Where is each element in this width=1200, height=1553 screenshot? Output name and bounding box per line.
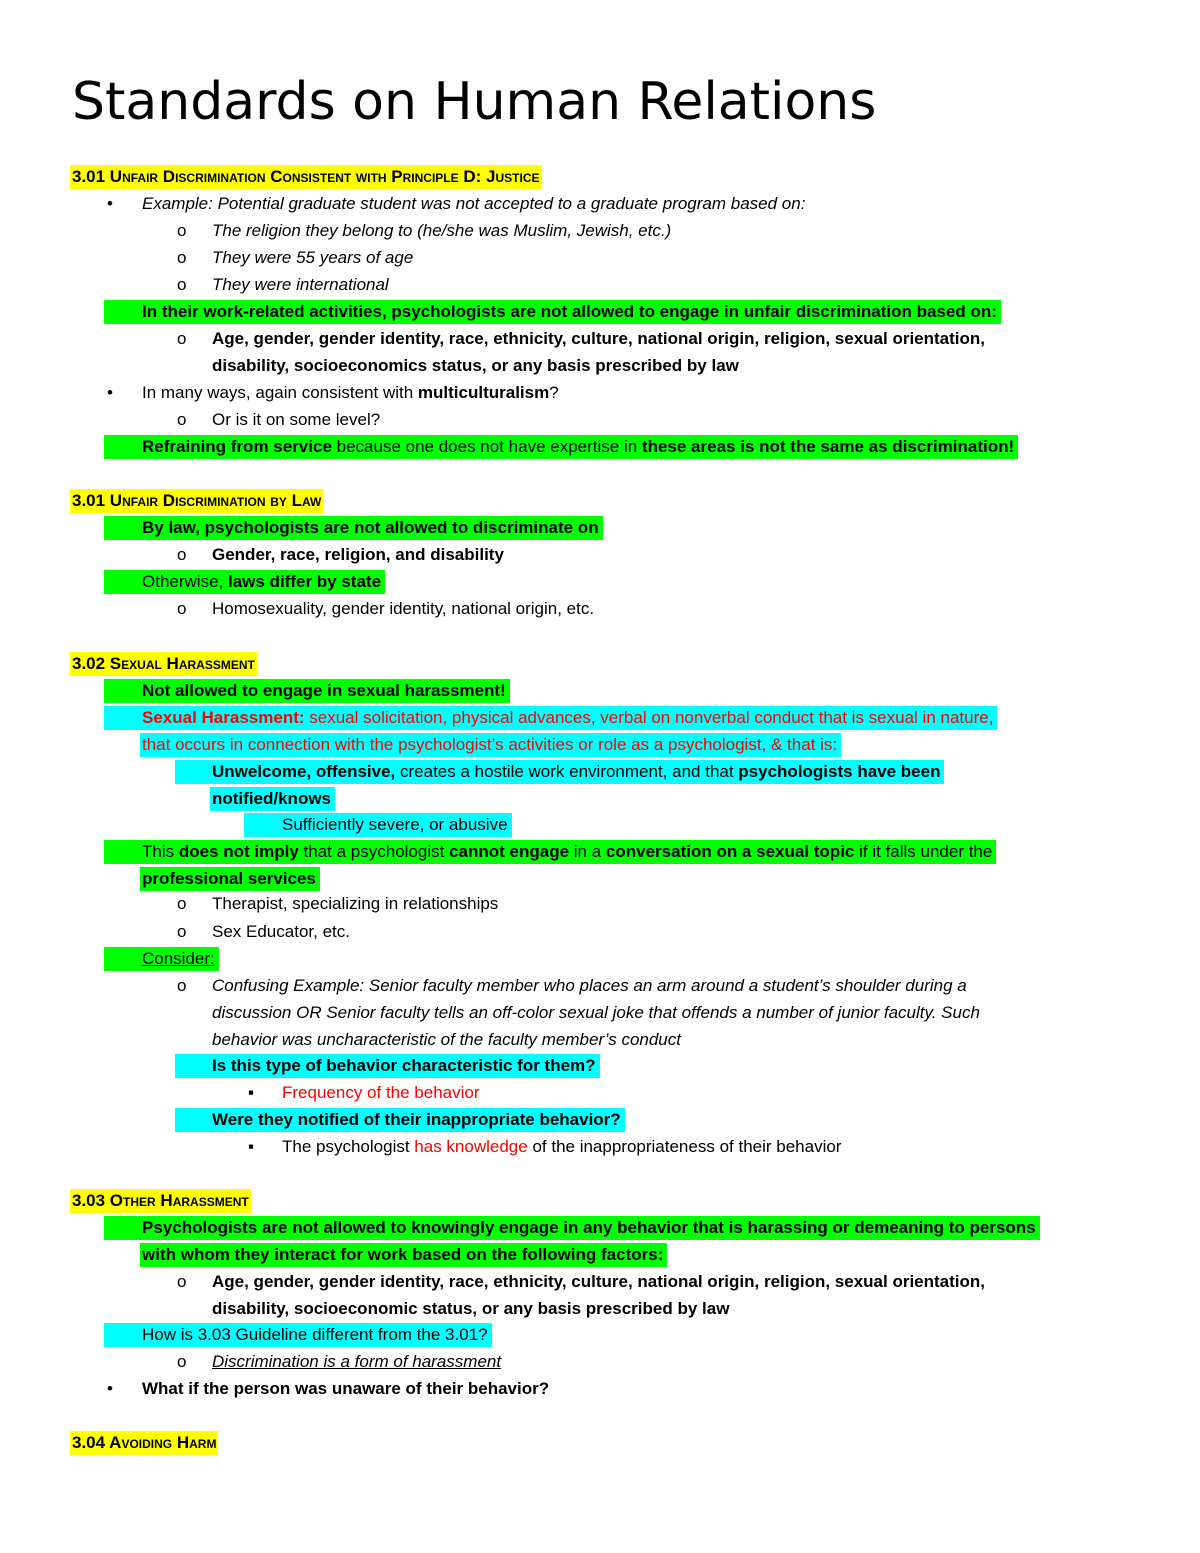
bullet-l2: o <box>177 410 187 429</box>
unwelcome-line: Unwelcome, offensive, creates a hostile work environment, and that psychologists have been <box>175 760 944 784</box>
factors-line: Age, gender, gender identity, race, ethnicity, culture, national origin, religion, sexual orientation, <box>212 329 986 348</box>
bullet-l2: o <box>177 1272 187 1291</box>
confusing-example: discussion OR Senior faculty tells an off-color sexual joke that offends a number of junior faculty. Such <box>212 1003 980 1022</box>
otherwise-line: Otherwise, laws differ by state <box>104 570 385 594</box>
section-heading-3-01-law: 3.01 Unfair Discrimination by Law <box>70 489 323 513</box>
characteristic-question: Is this type of behavior characteristic for them? <box>175 1054 600 1078</box>
unaware-question: What if the person was unaware of their behavior? <box>142 1379 550 1398</box>
confusing-example: Confusing Example: Senior faculty member who places an arm around a student’s shoulder during a <box>212 976 967 995</box>
level-line: Or is it on some level? <box>212 410 381 429</box>
bullet-l2: o <box>177 329 187 348</box>
bullet-l2: o <box>177 599 187 618</box>
bullet-l1: • <box>107 194 113 213</box>
section-heading-3-04: 3.04 Avoiding Harm <box>70 1431 218 1455</box>
severe-line: Sufficiently severe, or abusive <box>244 813 512 837</box>
bullet-l1: • <box>107 383 113 402</box>
bullet-l1: • <box>107 1379 113 1398</box>
section-heading-3-03: 3.03 Other Harassment <box>70 1189 251 1213</box>
bullet-l2: o <box>177 248 187 267</box>
section-heading-3-02: 3.02 Sexual Harassment <box>70 652 257 676</box>
bullet-l2: o <box>177 976 187 995</box>
bullet-l3: ▪ <box>248 1083 255 1102</box>
definition-line: Sexual Harassment: sexual solicitation, physical advances, verbal on nonverbal conduct that is sexual in nature, <box>104 706 997 730</box>
bullet-l2: o <box>177 221 187 240</box>
factors-line: Age, gender, gender identity, race, ethnicity, culture, national origin, religion, sexual orientation, <box>212 1272 986 1291</box>
bullet-l2: o <box>177 922 187 941</box>
example-item: They were international <box>212 275 389 294</box>
different-question: How is 3.03 Guideline different from the 3.01? <box>104 1323 492 1347</box>
educator-line: Sex Educator, etc. <box>212 922 350 941</box>
example-text: Example: Potential graduate student was not accepted to a graduate program based on: <box>142 194 806 213</box>
unwelcome-line: notified/knows <box>210 787 335 811</box>
frequency-line: Frequency of the behavior <box>282 1083 480 1102</box>
state-list: Homosexuality, gender identity, national origin, etc. <box>212 599 595 618</box>
factors-line: disability, socioeconomics status, or any basis prescribed by law <box>212 356 739 375</box>
bylaw-line: By law, psychologists are not allowed to discriminate on <box>104 516 603 540</box>
page-title: Standards on Human Relations <box>72 72 877 132</box>
therapist-line: Therapist, specializing in relationships <box>212 894 499 913</box>
bullet-l2: o <box>177 1352 187 1371</box>
section-heading-3-01-justice: 3.01 Unfair Discrimination Consistent with Principle D: Justice <box>70 165 542 189</box>
harassment-rule: with whom they interact for work based on the following factors: <box>140 1243 667 1267</box>
imply-line: This does not imply that a psychologist cannot engage in a conversation on a sexual topic if it falls under the <box>104 840 996 864</box>
imply-line: professional services <box>140 867 320 891</box>
confusing-example: behavior was uncharacteristic of the faculty member’s conduct <box>212 1030 681 1049</box>
refraining-line: Refraining from service because one does not have expertise in these areas is not the same as discrimination! <box>104 435 1018 459</box>
protected-list: Gender, race, religion, and disability <box>212 545 504 564</box>
factors-line: disability, socioeconomic status, or any basis prescribed by law <box>212 1299 730 1318</box>
consider-line: Consider: <box>104 947 219 971</box>
notified-question: Were they notified of their inappropriate behavior? <box>175 1108 625 1132</box>
bullet-l2: o <box>177 545 187 564</box>
knowledge-line: The psychologist has knowledge of the inappropriateness of their behavior <box>282 1137 842 1156</box>
bullet-l2: o <box>177 894 187 913</box>
example-item: The religion they belong to (he/she was Muslim, Jewish, etc.) <box>212 221 672 240</box>
form-line: Discrimination is a form of harassment <box>212 1352 502 1371</box>
multiculturalism-line: In many ways, again consistent with multiculturalism? <box>142 383 559 402</box>
example-item: They were 55 years of age <box>212 248 414 267</box>
bullet-l2: o <box>177 275 187 294</box>
rule-text: In their work-related activities, psychologists are not allowed to engage in unfair discrimination based on: <box>104 300 1001 324</box>
not-allowed-line: Not allowed to engage in sexual harassment! <box>104 679 510 703</box>
harassment-rule: Psychologists are not allowed to knowingly engage in any behavior that is harassing or demeaning to persons <box>104 1216 1040 1240</box>
bullet-l3: ▪ <box>248 1137 255 1156</box>
definition-line: that occurs in connection with the psychologist’s activities or role as a psychologist, & that is: <box>140 733 841 757</box>
